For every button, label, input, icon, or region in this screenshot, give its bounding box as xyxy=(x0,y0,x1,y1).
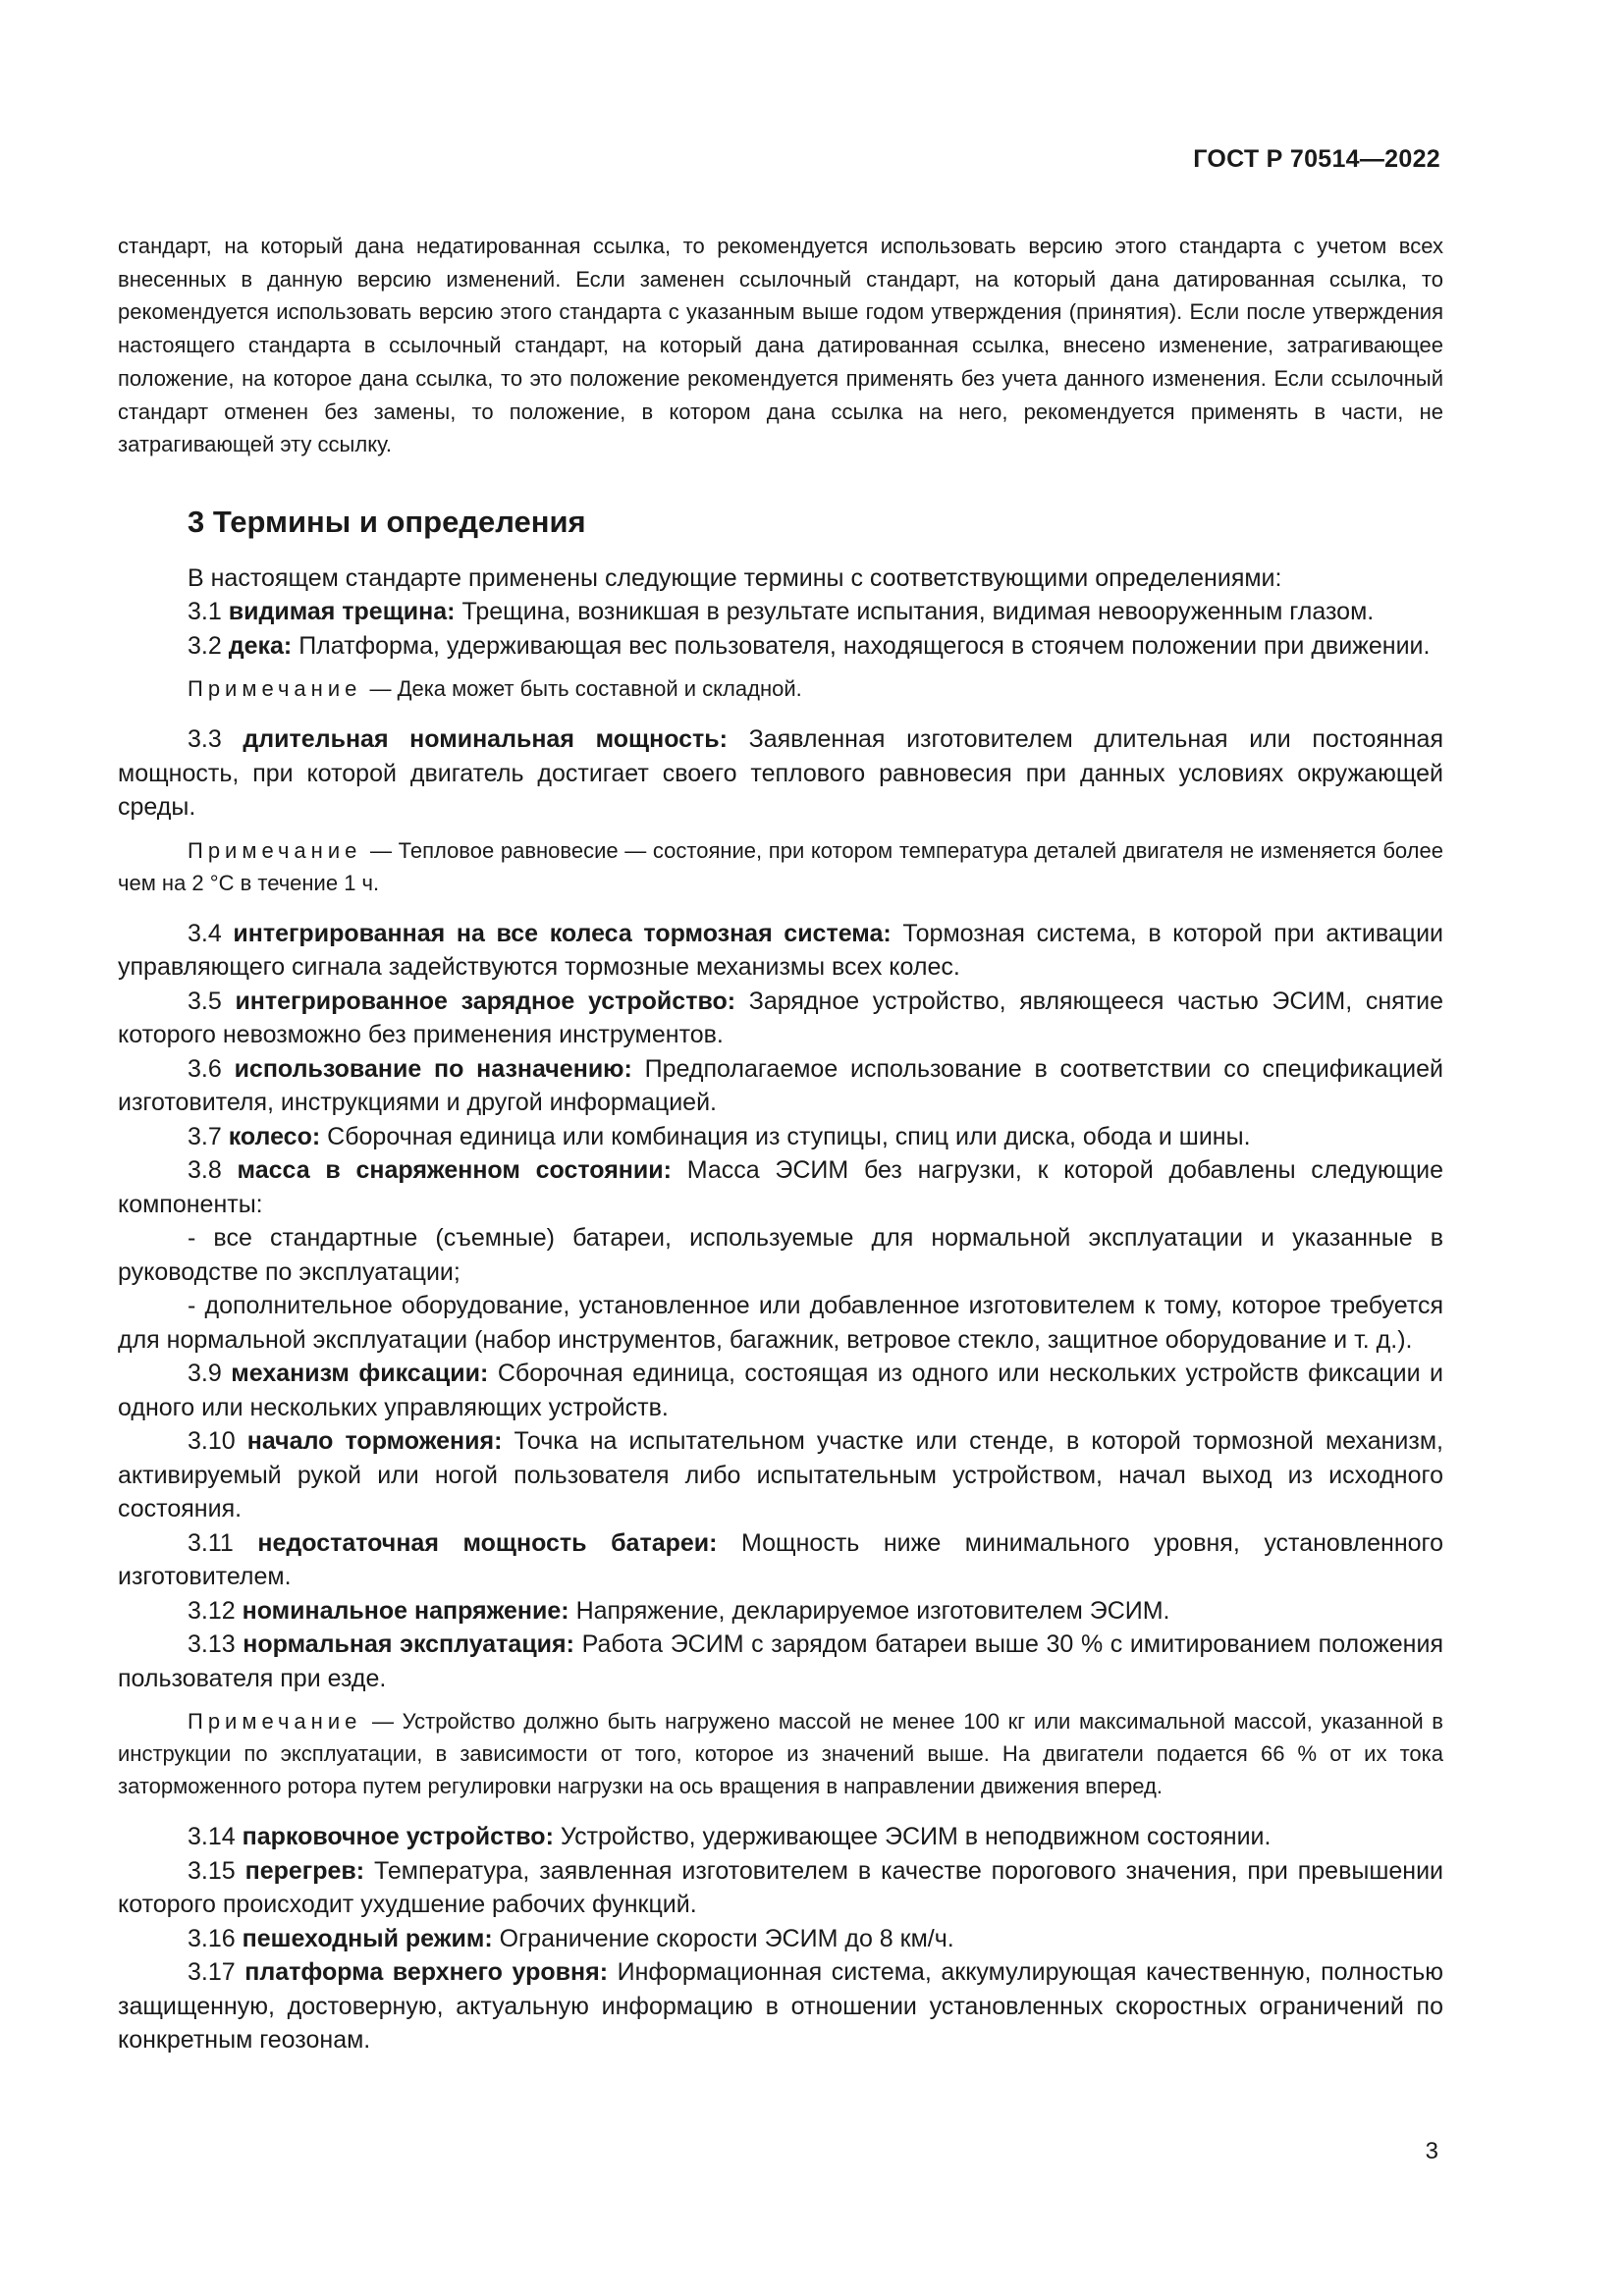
term-name: использование по назначению: xyxy=(234,1054,632,1083)
note-label: Примечание xyxy=(188,1709,362,1735)
term-note xyxy=(118,1705,1443,1802)
note-text: — Дека может быть составной и складной. xyxy=(363,676,802,702)
term-name: начало торможения: xyxy=(246,1427,503,1456)
term-number: 3.2 xyxy=(188,631,222,660)
term-entry xyxy=(118,722,1443,825)
term-entry xyxy=(118,629,1443,664)
term-name: интегрированное зарядное устройство: xyxy=(235,987,736,1015)
term-name: интегрированная на все колеса тормозная система: xyxy=(233,919,892,947)
term-number: 3.4 xyxy=(188,919,222,947)
term-entry xyxy=(118,1153,1443,1221)
page-content xyxy=(118,230,1443,2057)
term-number: 3.12 xyxy=(188,1596,236,1625)
term-number: 3.1 xyxy=(188,598,222,626)
term-number: 3.15 xyxy=(188,1856,236,1885)
page-number: 3 xyxy=(1425,2138,1438,2164)
term-definition: Точка на испытательном участке или стенде, в которой тормозной механизм, активируемый рукой или ногой пользователя либо испытательным устройством, начал выход из исходного состояния. xyxy=(118,1427,1443,1523)
term-entry xyxy=(118,1628,1443,1695)
term-definition: Напряжение, декларируемое изготовителем ЭСИМ. xyxy=(575,1596,1170,1625)
term-number: 3.6 xyxy=(188,1054,222,1083)
term-entry xyxy=(118,1854,1443,1922)
section-title: 3 Термины и определения xyxy=(188,504,586,539)
term-definition: Предполагаемое использование в соответствии со спецификацией изготовителя, инструкциями и другой информацией. xyxy=(118,1054,1443,1117)
term-entry xyxy=(118,1052,1443,1120)
term-name: колесо: xyxy=(228,1122,321,1150)
term-name: пешеходный режим: xyxy=(242,1924,493,1952)
term-note xyxy=(118,834,1443,899)
term-entry xyxy=(118,1955,1443,2057)
term-number: 3.16 xyxy=(188,1924,236,1952)
term-entry xyxy=(118,1526,1443,1594)
term-number: 3.13 xyxy=(188,1630,236,1659)
term-definition: Информационная система, аккумулирующая качественную, полностью защищенную, достоверную, актуальную информацию в отношении установленных скоростных ограничений по конкретным геозонам. xyxy=(118,1958,1443,2055)
terms-list xyxy=(118,595,1443,2057)
term-definition: Зарядное устройство, являющееся частью ЭСИМ, снятие которого невозможно без применения инструментов. xyxy=(118,987,1444,1049)
term-name: платформа верхнего уровня: xyxy=(244,1958,609,1987)
term-definition: Устройство, удерживающее ЭСИМ в неподвижном состоянии. xyxy=(560,1823,1272,1851)
term-entry xyxy=(118,595,1443,629)
term-definition: Ограничение скорости ЭСИМ до 8 км/ч. xyxy=(499,1924,954,1952)
term-name: номинальное напряжение: xyxy=(242,1596,569,1625)
term-number: 3.17 xyxy=(188,1958,236,1987)
term-number: 3.3 xyxy=(188,725,222,754)
note-label: Примечание xyxy=(188,837,362,863)
term-number: 3.14 xyxy=(188,1823,236,1851)
term-definition: Сборочная единица, состоящая из одного или нескольких устройств фиксации и одного или нескольких управляющих устройств. xyxy=(118,1360,1443,1421)
note-label: Примечание xyxy=(188,676,362,702)
term-definition: Мощность ниже минимального уровня, установленного изготовителем. xyxy=(118,1528,1444,1591)
term-entry xyxy=(118,1922,1443,1956)
term-number: 3.11 xyxy=(188,1528,234,1557)
term-name: дека: xyxy=(228,631,293,660)
term-definition: Заявленная изготовителем длительная или постоянная мощность, при которой двигатель достигает своего теплового равновесия при данных условиях окружающей среды. xyxy=(118,725,1443,822)
note-text: — Тепловое равновесие — состояние, при котором температура деталей двигателя не изменяется более чем на 2 °C в течение 1 ч. xyxy=(118,837,1443,895)
section-lead: В настоящем стандарте применены следующие термины с соответствующими определениями: xyxy=(188,563,1282,592)
term-name: парковочное устройство: xyxy=(242,1823,554,1851)
term-name: длительная номинальная мощность: xyxy=(243,725,728,754)
term-definition: Платформа, удерживающая вес пользователя, находящегося в стоячем положении при движении. xyxy=(298,631,1431,660)
term-entry xyxy=(118,1820,1443,1854)
term-name: механизм фиксации: xyxy=(231,1360,489,1388)
term-entry xyxy=(118,985,1443,1052)
term-entry xyxy=(118,1594,1443,1629)
list-item: - все стандартные (съемные) батареи, используемые для нормальной эксплуатации и указанные в руководстве по эксплуатации; xyxy=(118,1224,1443,1286)
term-note xyxy=(118,672,1443,705)
term-name: масса в снаряженном состоянии: xyxy=(237,1156,672,1185)
term-number: 3.7 xyxy=(188,1122,222,1150)
term-number: 3.8 xyxy=(188,1156,222,1185)
term-name: перегрев: xyxy=(244,1856,365,1885)
term-name: нормальная эксплуатация: xyxy=(243,1630,574,1659)
term-definition: Тормозная система, в которой при активации управляющего сигнала задействуются тормозные механизмы всех колес. xyxy=(118,919,1444,982)
term-definition: Масса ЭСИМ без нагрузки, к которой добавлены следующие компоненты: xyxy=(118,1156,1444,1218)
term-name: недостаточная мощность батареи: xyxy=(257,1528,718,1557)
note-text: — Устройство должно быть нагружено массой не менее 100 кг или максимальной массой, указанной в инструкции по эксплуатации, в зависимости от того, которое из значений выше. На двигатели подается 66 % от их тока заторможенного ротора путем регулировки нагрузки на ось вращения в направлении движения вперед. xyxy=(118,1709,1443,1799)
term-definition: Температура, заявленная изготовителем в качестве порогового значения, при превышении которого происходит ухудшение рабочих функций. xyxy=(118,1856,1444,1919)
term-number: 3.5 xyxy=(188,987,222,1015)
term-definition: Трещина, возникшая в результате испытания, видимая невооруженным глазом. xyxy=(461,598,1375,626)
term-definition: Сборочная единица или комбинация из ступицы, спиц или диска, обода и шины. xyxy=(327,1122,1251,1150)
list-item: - дополнительное оборудование, установленное или добавленное изготовителем к тому, которое требуется для нормальной эксплуатации (набор инструментов, багажник, ветровое стекло, защитное оборудование и т. д.). xyxy=(118,1292,1443,1354)
term-number: 3.9 xyxy=(188,1360,222,1388)
term-entry xyxy=(118,917,1443,985)
document-code-header: ГОСТ Р 70514—2022 xyxy=(1193,145,1440,173)
intro-paragraph: стандарт, на который дана недатированная ссылка, то рекомендуется использовать версию этого стандарта с учетом всех внесенных в данную версию изменений. Если заменен ссылочный стандарт, на который дана датированная ссылка, то рекомендуется использовать версию этого стандарта с указанным выше годом утверждения (принятия). Если после утверждения настоящего стандарта в ссылочный стандарт, на который дана датированная ссылка, внесено изменение, затрагивающее положение, на которое дана ссылка, то это положение рекомендуется применять без учета данного изменения. Если ссылочный стандарт отменен без замены, то положение, в котором дана ссылка на него, рекомендуется применять в части, не затрагивающей эту ссылку. xyxy=(118,234,1443,457)
term-entry xyxy=(118,1120,1443,1154)
term-entry xyxy=(118,1357,1443,1424)
term-number: 3.10 xyxy=(188,1427,236,1456)
term-definition: Работа ЭСИМ с зарядом батареи выше 30 % с имитированием положения пользователя при езде. xyxy=(118,1630,1443,1692)
term-name: видимая трещина: xyxy=(228,598,456,626)
term-entry xyxy=(118,1424,1443,1526)
